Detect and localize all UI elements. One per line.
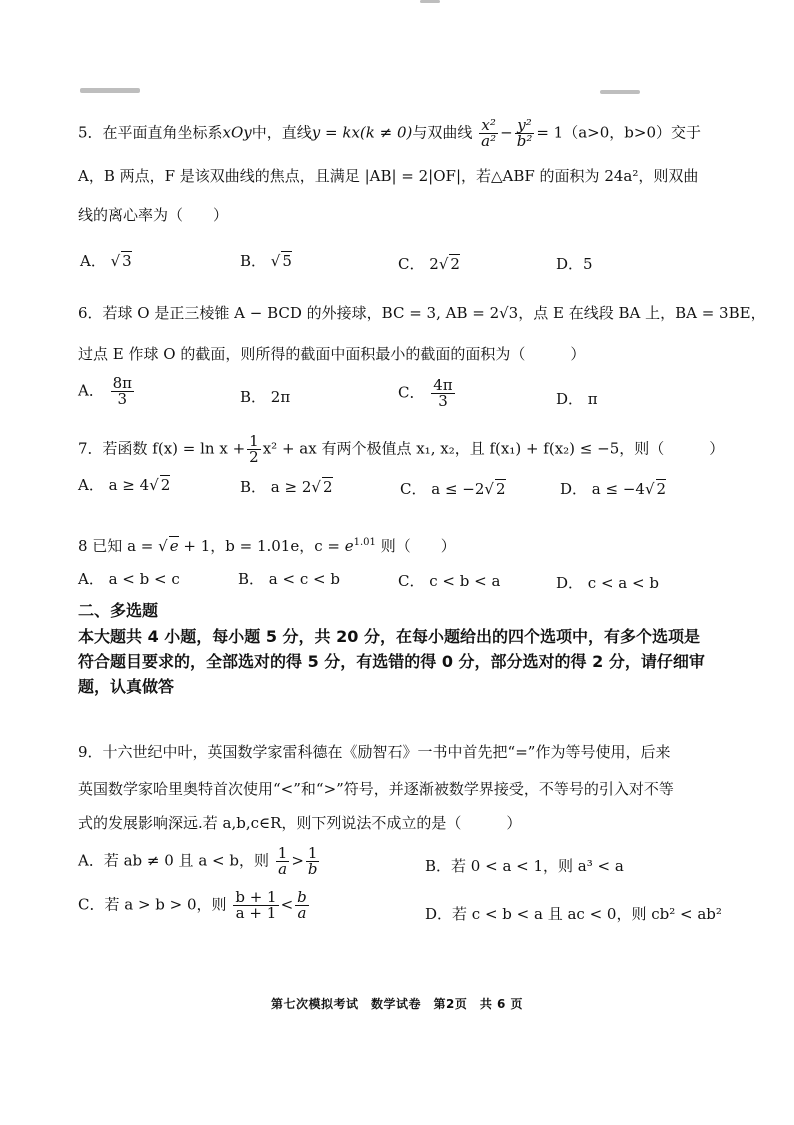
hyperbola-y-term: $\frac{\text{y²}}{\text{b²}}$: [516, 116, 533, 150]
question-7-line-1: 7．若函数 f(x) = ln x + $\frac{1}{2}$ x² + ax 有两个极值点 x₁, x₂，且 f(x₁) + f(x₂) ≤ −5，则（ ）: [78, 432, 725, 466]
scan-noise: [420, 0, 440, 3]
question-5-line-2: A，B 两点，F 是该双曲线的焦点，且满足 |AB| = 2|OF|，若△ABF 的面积为 24a²，则双曲: [78, 167, 699, 185]
q5-option-c: C． 2√ 2: [398, 255, 460, 273]
q8-option-c: C． c < b < a: [398, 572, 501, 590]
q6-option-c: C． $\frac{4\pi}{3}$: [398, 376, 453, 410]
q5-option-d: D．5: [556, 255, 593, 273]
question-6-line-1: 6．若球 O 是正三棱锥 A − BCD 的外接球，BC = 3, AB = 2√3，点 E 在线段 BA 上，BA = 3BE，: [78, 304, 766, 322]
q9-option-b: B．若 0 < a < 1，则 a³ < a: [425, 857, 624, 875]
q7-option-a: A． a ≥ 4√ 2: [78, 476, 171, 494]
page-footer: 第七次模拟考试 数学试卷 第2页 共 6 页: [270, 997, 524, 1011]
q9-option-a: A．若 ab ≠ 0 且 a < b，则 $\frac{1}{a}$ > $\frac{1}{b}$: [78, 844, 318, 878]
q6-option-b: B． 2π: [240, 388, 291, 406]
question-5-line-3: 线的离心率为（ ）: [78, 206, 229, 224]
hyperbola-x-term: $\frac{\text{x²}}{\text{a²}}$: [481, 116, 497, 150]
scan-noise: [600, 90, 640, 94]
q9-option-d: D．若 c < b < a 且 ac < 0，则 cb² < ab²: [425, 905, 722, 923]
question-8-line-1: 8 已知 a = √ e + 1，b = 1.01e，$c = e^{1.01}$ 则（ ）: [78, 537, 456, 555]
q6-option-a: A． $\frac{8\pi}{3}$: [78, 374, 133, 408]
q7-option-b: B． a ≥ 2√ 2: [240, 478, 333, 496]
question-9-line-3: 式的发展影响深远.若 a,b,c∈R，则下列说法不成立的是（ ）: [78, 814, 522, 832]
q5-option-a: A． √ 3: [80, 252, 132, 270]
q5-option-b: B． √ 5: [240, 252, 292, 270]
q6-option-d: D． π: [556, 390, 598, 408]
scan-noise: [80, 88, 140, 93]
q7-option-d: D． a ≤ −4√ 2: [560, 480, 667, 498]
question-6-line-2: 过点 E 作球 O 的截面，则所得的截面中面积最小的截面的面积为（ ）: [78, 345, 586, 363]
q8-option-b: B． a < c < b: [238, 570, 340, 588]
question-5-line-1: 5．在平面直角坐标系xOy中，直线y = kx(k ≠ 0)与双曲线 $\frac{\text{x²}}{\text{a²}}$ − $\frac{\text{y²}}{\text{b²}}$ = 1（a>0，b>0）交于: [78, 116, 701, 150]
q8-option-d: D． c < a < b: [556, 574, 659, 592]
q8-option-a: A． a < b < c: [78, 570, 180, 588]
question-9-line-2: 英国数学家哈里奥特首次使用“<”和“>”符号，并逐渐被数学界接受，不等号的引入对不等: [78, 780, 674, 798]
q9-option-c: C．若 a > b > 0，则 $\frac{b + 1}{a + 1}$ < $\frac{b}{a}$: [78, 888, 307, 922]
q7-option-c: C． a ≤ −2√ 2: [400, 480, 506, 498]
section-title: 二、多选题: [78, 601, 159, 620]
section-description: 本大题共 4 小题，每小题 5 分，共 20 分，在每小题给出的四个选项中，有多个选项是符合题目要求的，全部选对的得 5 分，有选错的得 0 分，部分选对的得 2 分，请仔细审题，认真做答: [78, 627, 705, 696]
question-9-line-1: 9．十六世纪中叶，英国数学家雷科德在《励智石》一书中首先把“=”作为等号使用，后来: [78, 743, 671, 761]
